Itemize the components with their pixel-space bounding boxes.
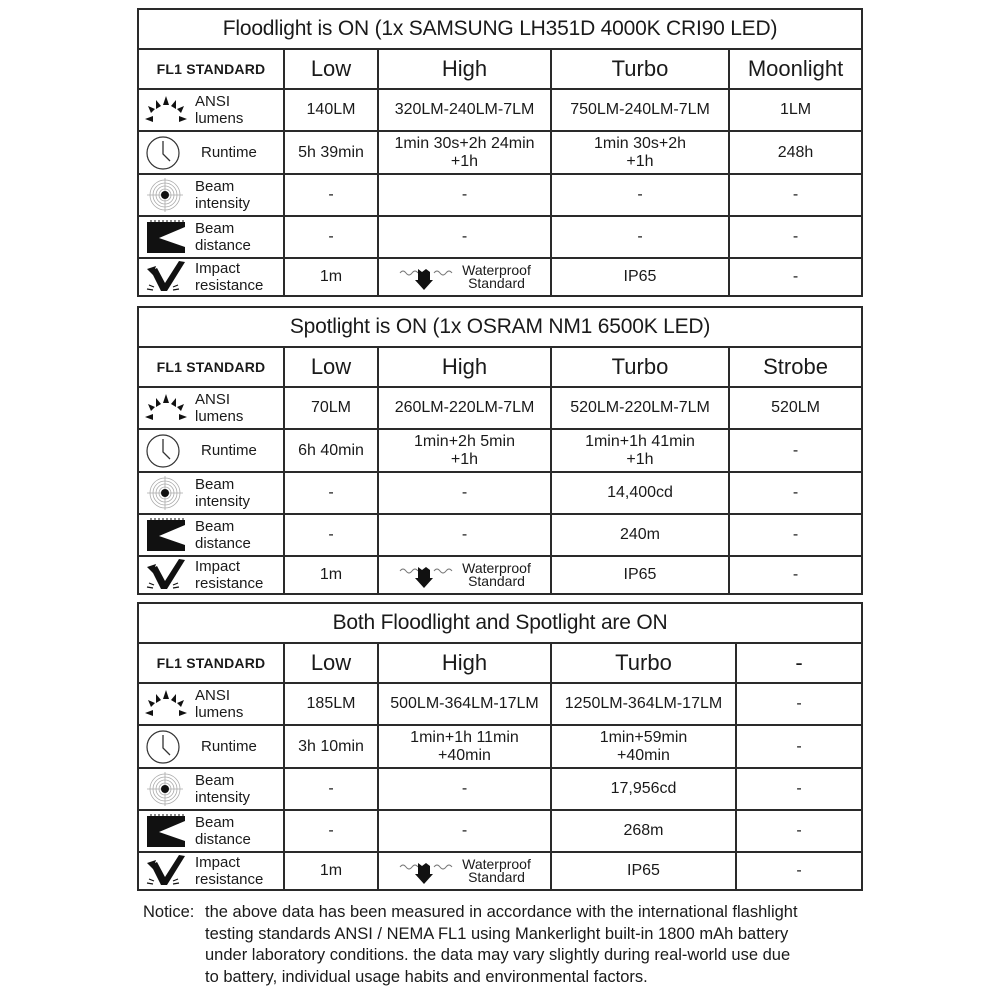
- label-line: intensity: [195, 789, 251, 806]
- row-label-runtime: [138, 131, 284, 174]
- value-cell: -: [284, 810, 378, 852]
- value-cell: [551, 429, 729, 472]
- value-cell: -: [284, 472, 378, 514]
- value-cell: -: [729, 514, 862, 556]
- value-cell: 1m: [284, 258, 378, 296]
- row-label-lumens: [138, 683, 284, 725]
- label-line: Waterproof: [462, 856, 531, 872]
- value-cell: [378, 131, 551, 174]
- value-cell: IP65: [551, 258, 729, 296]
- header-row: [138, 49, 862, 89]
- value-line: 3h 10min: [298, 737, 364, 755]
- label-line: Standard: [468, 573, 525, 589]
- clock-icon: [143, 729, 189, 765]
- beam-distance-icon: [143, 517, 189, 553]
- value-cell: -: [736, 768, 862, 810]
- row-label-impact: [138, 258, 284, 296]
- value-cell: 500LM-364LM-17LM: [378, 683, 551, 725]
- value-cell: 268m: [551, 810, 736, 852]
- beam-distance-icon: [143, 813, 189, 849]
- target-icon: [143, 771, 189, 807]
- row-label-lumens: [138, 89, 284, 131]
- value-line: 6h 40min: [298, 441, 364, 459]
- label-line: Runtime: [201, 738, 257, 755]
- row-label-distance: [138, 216, 284, 258]
- value-cell: 140LM: [284, 89, 378, 131]
- waterproof-icon: [398, 561, 454, 589]
- row-label-distance: [138, 514, 284, 556]
- label-line: Standard: [468, 869, 525, 885]
- value-cell: 320LM-240LM-7LM: [378, 89, 551, 131]
- label-line: lumens: [195, 704, 244, 721]
- notice-line: testing standards ANSI / NEMA FL1 using Mankerlight built-in 1800 mAh battery: [205, 924, 789, 943]
- standard-label: FL1 STANDARD: [138, 643, 284, 683]
- mode-header: High: [378, 643, 551, 683]
- value-cell: -: [551, 216, 729, 258]
- notice-line: to battery, individual usage habits and environmental factors.: [205, 967, 648, 986]
- label-line: Beam: [195, 814, 235, 831]
- table-row-lumens: [138, 89, 862, 131]
- table-row-distance: [138, 810, 862, 852]
- label-line: Beam: [195, 518, 235, 535]
- label-line: Beam: [195, 220, 235, 237]
- value-cell: 240m: [551, 514, 729, 556]
- value-cell: [551, 725, 736, 768]
- mode-header: Moonlight: [729, 49, 862, 89]
- value-line: 5h 39min: [298, 143, 364, 161]
- value-cell: -: [736, 852, 862, 890]
- beam-distance-icon: [143, 219, 189, 255]
- standard-label: FL1 STANDARD: [138, 49, 284, 89]
- value-line: 1min 30s+2h 24min: [394, 134, 535, 152]
- value-cell: -: [551, 174, 729, 216]
- value-cell: -: [729, 258, 862, 296]
- value-cell: -: [284, 174, 378, 216]
- value-cell: 260LM-220LM-7LM: [378, 387, 551, 429]
- value-line: +1h: [450, 152, 479, 170]
- row-label-impact: [138, 556, 284, 594]
- value-cell: [736, 725, 862, 768]
- table-row-distance: [138, 514, 862, 556]
- label-line: ANSI: [195, 93, 231, 110]
- row-label-runtime: [138, 725, 284, 768]
- value-cell: [551, 131, 729, 174]
- label-line: Waterproof: [462, 262, 531, 278]
- value-cell: [378, 725, 551, 768]
- notice-line: the above data has been measured in accordance with the international flashlight: [205, 903, 798, 921]
- label-line: Beam: [195, 772, 235, 789]
- label-line: Impact: [195, 854, 241, 871]
- value-cell: [284, 725, 378, 768]
- value-line: +40min: [438, 746, 491, 764]
- value-cell: [284, 429, 378, 472]
- waterproof-icon: [398, 263, 454, 291]
- impact-check-icon: [143, 853, 189, 889]
- value-cell: -: [729, 216, 862, 258]
- value-cell: 750LM-240LM-7LM: [551, 89, 729, 131]
- label-line: Impact: [195, 260, 241, 277]
- value-cell: -: [378, 472, 551, 514]
- row-label-lumens: [138, 387, 284, 429]
- value-cell: [284, 131, 378, 174]
- mode-header: -: [736, 643, 862, 683]
- value-line: 1min+2h 5min: [414, 432, 515, 450]
- value-line: -: [796, 737, 802, 755]
- value-cell: 520LM: [729, 387, 862, 429]
- table-row-lumens: [138, 387, 862, 429]
- label-line: resistance: [195, 277, 264, 294]
- value-line: 1min+59min: [599, 728, 688, 746]
- value-line: 1min+1h 11min: [410, 728, 519, 746]
- waterproof-icon: [398, 857, 454, 885]
- table-row-intensity: [138, 768, 862, 810]
- label-line: Beam: [195, 178, 235, 195]
- row-label-runtime: [138, 429, 284, 472]
- row-label-intensity: [138, 768, 284, 810]
- sunburst-icon: [143, 92, 189, 128]
- mode-header: Turbo: [551, 49, 729, 89]
- mode-header: Low: [284, 347, 378, 387]
- value-line: 1min+1h 41min: [585, 432, 695, 450]
- label-line: distance: [195, 831, 251, 848]
- table-row-distance: [138, 216, 862, 258]
- value-cell: -: [378, 514, 551, 556]
- table-row-impact: [138, 556, 862, 594]
- sunburst-icon: [143, 686, 189, 722]
- standard-label: FL1 STANDARD: [138, 347, 284, 387]
- value-cell: 1250LM-364LM-17LM: [551, 683, 736, 725]
- value-cell: -: [378, 216, 551, 258]
- table-title: Spotlight is ON (1x OSRAM NM1 6500K LED): [138, 307, 862, 347]
- mode-header: Turbo: [551, 347, 729, 387]
- label-line: Runtime: [201, 442, 257, 459]
- value-line: +1h: [450, 450, 479, 468]
- value-cell: 1m: [284, 852, 378, 890]
- value-cell: -: [378, 810, 551, 852]
- clock-icon: [143, 433, 189, 469]
- spec-table: [137, 8, 863, 297]
- mode-header: Low: [284, 643, 378, 683]
- value-line: +1h: [626, 450, 654, 468]
- sunburst-icon: [143, 390, 189, 426]
- table-row-intensity: [138, 174, 862, 216]
- label-line: Beam: [195, 476, 235, 493]
- value-cell: IP65: [551, 556, 729, 594]
- value-cell: 1m: [284, 556, 378, 594]
- value-cell: -: [284, 514, 378, 556]
- label-line: lumens: [195, 408, 244, 425]
- value-line: +1h: [626, 152, 654, 170]
- table-title: Both Floodlight and Spotlight are ON: [138, 603, 862, 643]
- waterproof-cell: [378, 852, 551, 890]
- value-line: 1min 30s+2h: [593, 134, 687, 152]
- value-cell: -: [729, 556, 862, 594]
- value-cell: -: [729, 174, 862, 216]
- impact-check-icon: [143, 259, 189, 295]
- value-cell: 70LM: [284, 387, 378, 429]
- label-line: ANSI: [195, 391, 231, 408]
- label-line: resistance: [195, 871, 264, 888]
- notice-label: Notice:: [143, 903, 195, 921]
- value-line: +40min: [617, 746, 670, 764]
- waterproof-cell: [378, 556, 551, 594]
- value-cell: 14,400cd: [551, 472, 729, 514]
- label-line: distance: [195, 535, 251, 552]
- label-line: Impact: [195, 558, 241, 575]
- value-cell: -: [729, 472, 862, 514]
- label-line: ANSI: [195, 687, 231, 704]
- value-cell: 520LM-220LM-7LM: [551, 387, 729, 429]
- label-line: distance: [195, 237, 251, 254]
- notice: [143, 902, 863, 988]
- value-cell: -: [378, 174, 551, 216]
- label-line: intensity: [195, 493, 251, 510]
- header-row: [138, 347, 862, 387]
- label-line: resistance: [195, 575, 264, 592]
- table-row-runtime: [138, 131, 862, 174]
- table-title: Floodlight is ON (1x SAMSUNG LH351D 4000K CRI90 LED): [138, 9, 862, 49]
- mode-header: Low: [284, 49, 378, 89]
- value-cell: -: [736, 683, 862, 725]
- row-label-intensity: [138, 472, 284, 514]
- notice-line: under laboratory conditions. the data may vary slightly during real-world use due: [205, 946, 791, 964]
- mode-header: Turbo: [551, 643, 736, 683]
- clock-icon: [143, 135, 189, 171]
- value-cell: [729, 429, 862, 472]
- header-row: [138, 643, 862, 683]
- value-line: 248h: [777, 143, 814, 161]
- waterproof-cell: [378, 258, 551, 296]
- row-label-impact: [138, 852, 284, 890]
- value-cell: IP65: [551, 852, 736, 890]
- mode-header: Strobe: [729, 347, 862, 387]
- mode-header: High: [378, 347, 551, 387]
- table-row-runtime: [138, 725, 862, 768]
- label-line: Waterproof: [462, 560, 531, 576]
- value-cell: [729, 131, 862, 174]
- label-line: Runtime: [201, 144, 257, 161]
- value-cell: 17,956cd: [551, 768, 736, 810]
- spec-table: [137, 306, 863, 595]
- table-row-lumens: [138, 683, 862, 725]
- label-line: lumens: [195, 110, 244, 127]
- target-icon: [143, 475, 189, 511]
- value-cell: -: [736, 810, 862, 852]
- label-line: Standard: [468, 275, 525, 291]
- target-icon: [143, 177, 189, 213]
- mode-header: High: [378, 49, 551, 89]
- value-cell: -: [378, 768, 551, 810]
- value-cell: [378, 429, 551, 472]
- table-row-intensity: [138, 472, 862, 514]
- table-row-runtime: [138, 429, 862, 472]
- value-cell: -: [284, 768, 378, 810]
- value-cell: 1LM: [729, 89, 862, 131]
- spec-table: [137, 602, 863, 891]
- row-label-distance: [138, 810, 284, 852]
- value-cell: 185LM: [284, 683, 378, 725]
- value-line: -: [792, 441, 799, 459]
- table-row-impact: [138, 258, 862, 296]
- value-cell: -: [284, 216, 378, 258]
- row-label-intensity: [138, 174, 284, 216]
- label-line: intensity: [195, 195, 251, 212]
- impact-check-icon: [143, 557, 189, 593]
- table-row-impact: [138, 852, 862, 890]
